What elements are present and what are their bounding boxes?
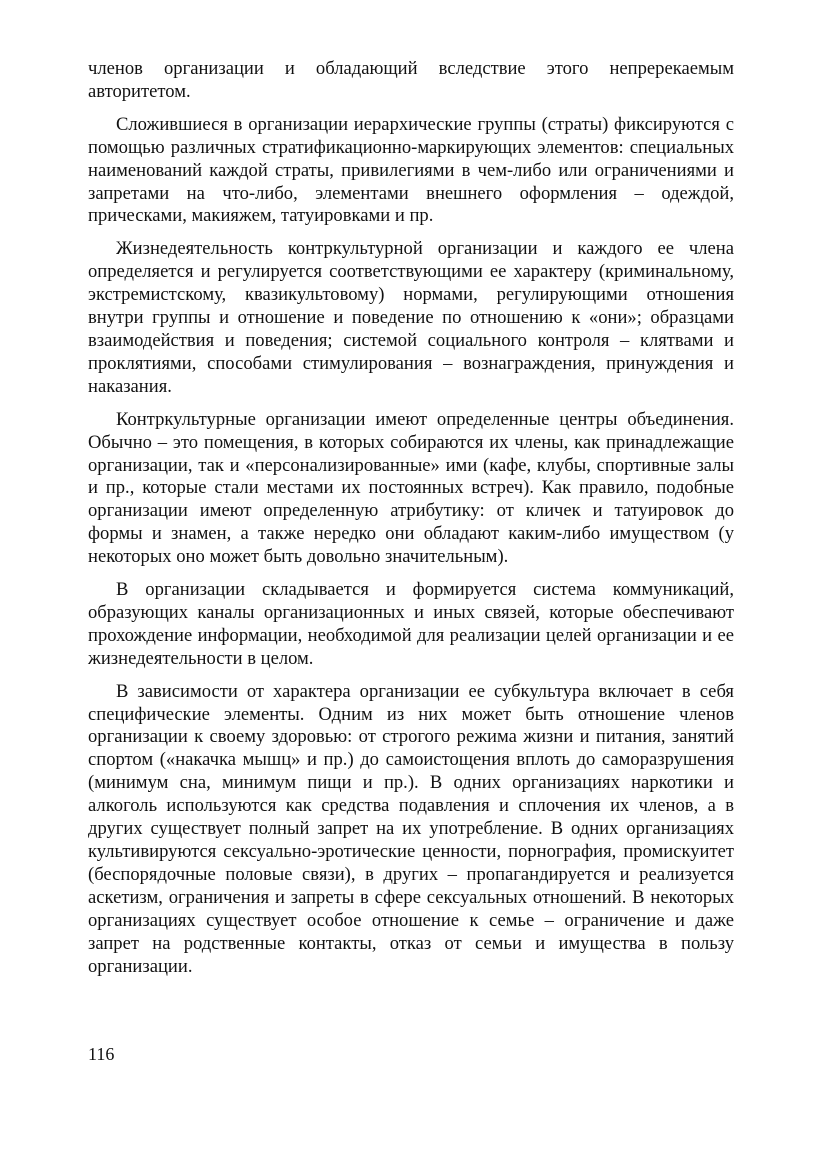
page-body	[88, 58, 734, 978]
paragraph-subculture: В зависимости от характера организации ее субкультура включает в себя специфические элементы. Одним из них может быть отношение членов организации к своему здоровью: от строгого режима жизни и питания, занятий спортом («накачка мышц» и пр.) до самоистощения вплоть до саморазрушения (минимум сна, минимум пищи и пр.). В одних организациях наркотики и алкоголь используются как средства подавления и сплочения их членов, а в других существует полный запрет на их употребление. В одних организациях культивируются сексуально-эротические ценности, порнография, промискуитет (беспорядочные половые связи), в других – пропагандируется и реализуется аскетизм, ограничения и запреты в сфере сексуальных отношений. В некоторых организациях существует особое отношение к семье – ограничение и даже запрет на родственные контакты, отказ от семьи и имущества в пользу организации.	[88, 680, 734, 977]
paragraph-strata: Сложившиеся в организации иерархические группы (страты) фиксируются с помощью различных стратификационно-маркирующих элементов: специальных наименований каждой страты, привилегиями в чем-либо или ограничениями и запретами на что-либо, элементами внешнего оформления – одеждой, прическами, макияжем, татуировками и пр.	[88, 113, 734, 227]
paragraph-norms: Жизнедеятельность контркультурной организации и каждого ее члена определяется и регулируется соответствующими ее характеру (криминальному, экстремистскому, квазикультовому) нормами, регулирующими отношения внутри группы и отношение и поведение по отношению к «они»; образцами взаимодействия и поведения; системой социального контроля – клятвами и проклятиями, способами стимулирования – вознаграждения, принуждения и наказания.	[88, 238, 734, 397]
paragraph-centers: Контркультурные организации имеют определенные центры объединения. Обычно – это помещения, в которых собираются их члены, как принадлежащие организации, так и «персонализированные» ими (кафе, клубы, спортивные залы и пр., которые стали местами их постоянных встреч). Как правило, подобные организации имеют определенную атрибутику: от кличек и татуировок до формы и знамен, а также нередко они обладают каким-либо имуществом (у некоторых оно может быть довольно значительным).	[88, 408, 734, 568]
page-number: 116	[88, 1044, 115, 1064]
paragraph-communications: В организации складывается и формируется система коммуникаций, образующих каналы организационных и иных связей, которые обеспечивают прохождение информации, необходимой для реализации целей организации и ее жизнедеятельности в целом.	[88, 579, 734, 669]
paragraph-continuation: членов организации и обладающий вследствие этого непререкаемым авторитетом.	[88, 58, 734, 102]
